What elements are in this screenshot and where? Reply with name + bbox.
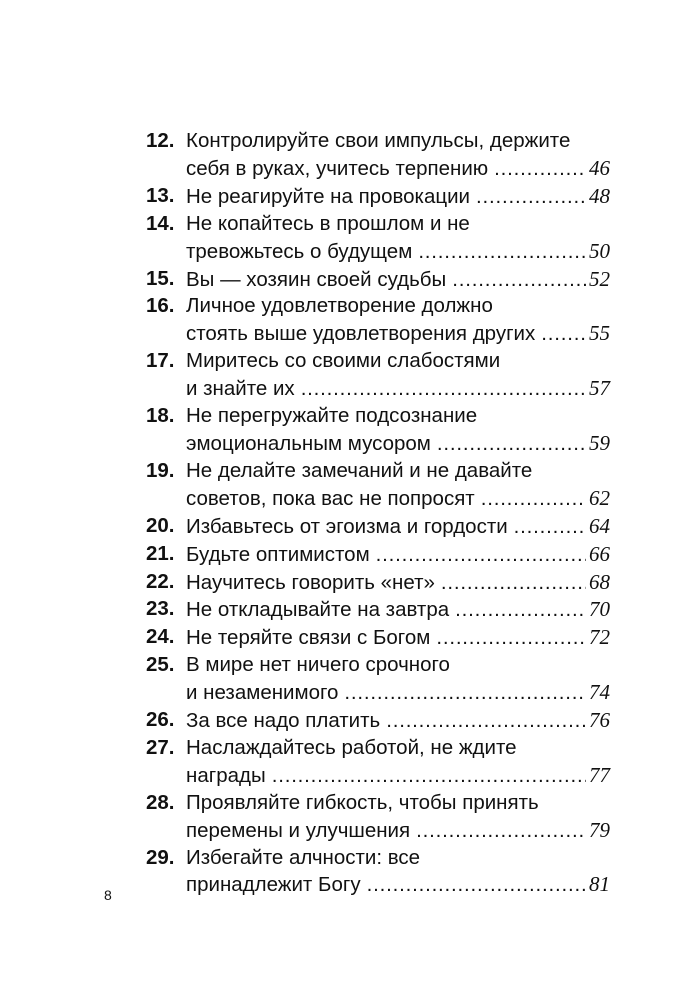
toc-entry [146,211,610,266]
toc-entry-number: 17. [146,349,175,373]
toc-entry-line [186,430,610,458]
toc-entry-number: 22. [146,569,175,593]
toc-entry-number: 26. [146,708,175,732]
toc-entry-line [186,845,610,872]
toc-entry-title: Не перегружайте подсознание [186,404,478,428]
toc-entry-page: 64 [589,513,610,538]
toc-entry-page: 48 [589,183,610,208]
toc-entry-page: 52 [589,266,610,291]
toc-entry [146,596,610,624]
toc-entry-title: В мире нет ничего срочного [186,653,450,677]
toc-entry-number: 14. [146,211,175,235]
toc-entry-page: 72 [589,625,610,650]
toc-entry-line [186,128,610,155]
toc-entry [146,735,610,790]
toc-entry-title: и знайте их [186,377,295,401]
dot-leader [541,321,586,348]
toc-entry [146,266,610,294]
toc-entry-line [186,541,610,569]
toc-entry-line [186,707,610,735]
toc-entry-line [186,513,610,541]
toc-entry-number: 16. [146,294,175,318]
dot-leader [481,486,586,513]
toc-entry-line [186,596,610,624]
toc-entry [146,845,610,900]
toc-entry-title: Не реагируйте на провокации [186,184,471,208]
toc-entry-page: 77 [589,762,610,787]
toc-entry-line [186,790,610,817]
dot-leader [386,708,586,735]
toc-entry [146,293,610,348]
toc-entry-title: Не копайтесь в прошлом и не [186,211,470,235]
dot-leader [272,763,586,790]
toc-entry-page: 76 [589,708,610,733]
toc-entry-line [186,403,610,430]
toc-entry-line [186,320,610,348]
toc-entry-number: 15. [146,266,175,290]
toc-entry-title: За все надо платить [186,709,381,733]
toc-entry-title: Избегайте алчности: все [186,845,421,869]
toc-entry-line [186,348,610,375]
toc-entry-page: 59 [589,430,610,455]
toc-entry-line [186,762,610,790]
toc-entry-page: 46 [589,155,610,180]
toc-entry [146,458,610,513]
toc-entry [146,707,610,735]
toc-entry-title: и незаменимого [186,681,339,705]
table-of-contents [146,128,610,899]
toc-entry [146,403,610,458]
dot-leader [301,376,586,403]
toc-entry-title: перемены и улучшения [186,818,411,842]
toc-entry-line [186,266,610,294]
toc-entry [146,513,610,541]
toc-entry-number: 28. [146,790,175,814]
toc-entry-page: 50 [589,238,610,263]
toc-entry-page: 68 [589,569,610,594]
toc-entry-title: эмоциональным мусором [186,431,431,455]
dot-leader [436,625,586,652]
dot-leader [416,818,586,845]
toc-entry-line [186,183,610,211]
toc-entry-number: 12. [146,129,175,152]
toc-entry-line [186,735,610,762]
toc-entry-page: 57 [589,376,610,401]
dot-leader [494,156,586,183]
toc-entry-title: Личное удовлетворение должно [186,294,493,318]
toc-entry-number: 18. [146,404,175,428]
toc-entry-title: советов, пока вас не попросят [186,486,475,510]
toc-entry-line [186,871,610,899]
toc-entry-title: тревожьтесь о будущем [186,239,413,263]
toc-entry-page: 79 [589,817,610,842]
toc-entry-title: Вы — хозяин своей судьбы [186,267,447,291]
toc-entry-title: награды [186,763,266,787]
dot-leader [455,597,586,624]
toc-entry-title: Наслаждайтесь работой, не ждите [186,735,517,759]
toc-entry-title: себя в руках, учитесь терпению [186,156,489,180]
toc-entry-title: Проявляйте гибкость, чтобы принять [186,790,539,814]
toc-entry-number: 25. [146,653,175,677]
dot-leader [344,680,586,707]
toc-entry-line [186,485,610,513]
toc-entry-number: 23. [146,597,175,621]
toc-entry-title: принадлежит Богу [186,873,361,897]
toc-entry-line [186,569,610,597]
toc-entry [146,569,610,597]
toc-entry-line [186,624,610,652]
toc-entry-line [186,458,610,485]
toc-entry [146,348,610,403]
toc-entry-line [186,293,610,320]
dot-leader [418,239,586,266]
dot-leader [367,872,586,899]
toc-entry-title: Контролируйте свои импульсы, держите [186,129,571,152]
toc-entry [146,541,610,569]
toc-entry-line [186,652,610,679]
toc-entry-line [186,155,610,183]
dot-leader [514,514,586,541]
toc-entry-line [186,238,610,266]
toc-entry-title: Миритесь со своими слабостями [186,349,501,373]
dot-leader [441,570,586,597]
toc-entry-number: 21. [146,541,175,565]
toc-entry-line [186,211,610,238]
toc-entry-number: 19. [146,458,175,482]
toc-entry-page: 55 [589,321,610,346]
toc-entry-number: 24. [146,625,175,649]
toc-entry-page: 66 [589,541,610,566]
toc-entry [146,652,610,707]
page-number: 8 [104,887,112,903]
toc-entry-page: 81 [589,872,610,897]
toc-entry [146,183,610,211]
toc-entry-page: 74 [589,680,610,705]
toc-entry-number: 29. [146,845,175,869]
toc-entry-title: Научитесь говорить «нет» [186,570,435,594]
toc-entry-number: 27. [146,735,175,759]
toc-entry-title: Не теряйте связи с Богом [186,626,431,650]
toc-entry-title: Не делайте замечаний и не давайте [186,458,533,482]
toc-entry-page: 62 [589,485,610,510]
toc-entry-line [186,375,610,403]
toc-entry-title: Избавьтесь от эгоизма и гордости [186,514,508,538]
dot-leader [376,542,586,569]
toc-entry-title: Будьте оптимистом [186,542,370,566]
dot-leader [476,184,586,211]
toc-entry [146,624,610,652]
toc-entry-title: Не откладывайте на завтра [186,598,450,622]
toc-entry-title: стоять выше удовлетворения других [186,322,536,346]
toc-entry-line [186,679,610,707]
toc-entry-line [186,817,610,845]
toc-entry [146,128,610,183]
toc-entry [146,790,610,845]
toc-entry-page: 70 [589,597,610,622]
toc-entry-number: 13. [146,183,175,207]
dot-leader [437,431,586,458]
dot-leader [452,267,586,294]
toc-entry-number: 20. [146,513,175,537]
